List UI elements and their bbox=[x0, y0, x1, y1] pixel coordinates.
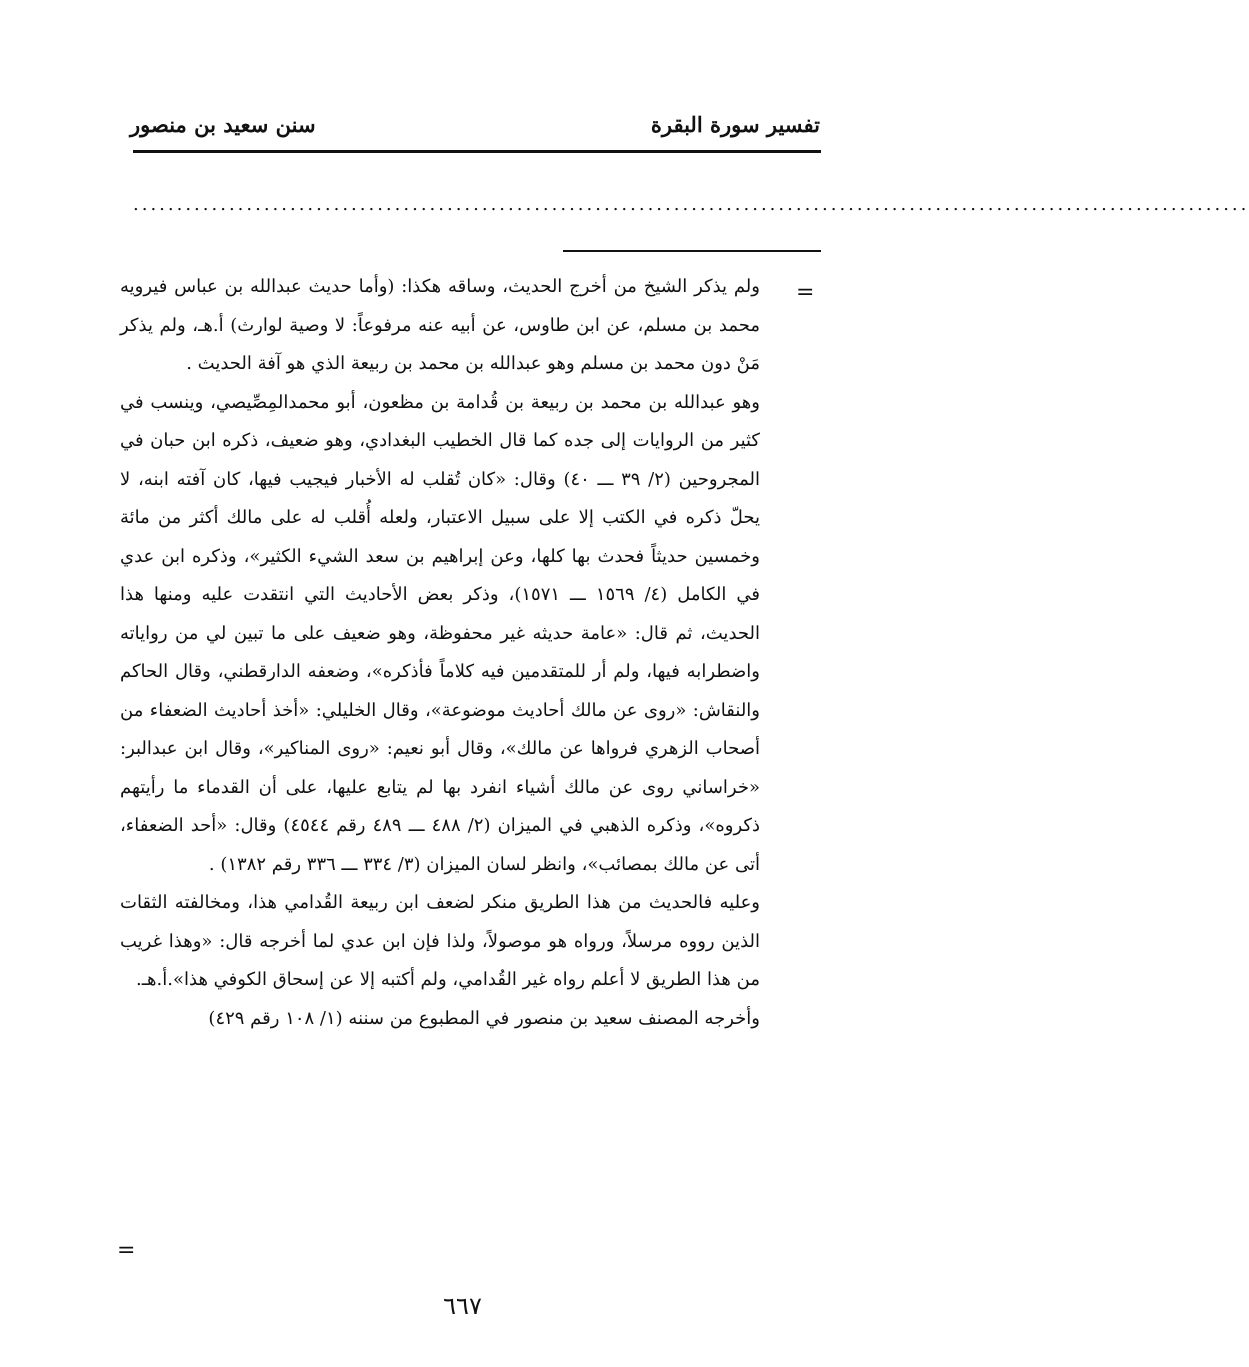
footnote-rule bbox=[563, 250, 821, 252]
running-header bbox=[130, 112, 820, 148]
page-number: ٦٦٧ bbox=[443, 1292, 482, 1320]
continuation-marker-top: = bbox=[796, 280, 815, 305]
dotted-separator: ................................................................................................................................ bbox=[133, 194, 1249, 215]
footnote-paragraph: وأخرجه المصنف سعيد بن منصور في المطبوع من سننه (١/ ١٠٨ رقم ٤٢٩) bbox=[208, 1007, 760, 1029]
footnote-block bbox=[120, 268, 760, 1038]
header-rule bbox=[133, 150, 821, 153]
continuation-marker-bottom: = bbox=[117, 1238, 136, 1263]
footnote-paragraph: وعليه فالحديث من هذا الطريق منكر لضعف ابن ربيعة القُدامي هذا، ومخالفته الثقات الذين رووه مرسلاً، ورواه هو موصولاً، ولذا فإن ابن عدي لما أخرجه قال: «وهذا غريب من هذا الطريق لا أعلم رواه غير القُدامي، ولم أكتبه إلا عن إسحاق الكوفي هذا».أ.هـ. bbox=[120, 892, 760, 990]
book-title: سنن سعيد بن منصور bbox=[130, 112, 316, 137]
footnote-paragraph: وهو عبدالله بن محمد بن ربيعة بن قُدامة بن مظعون، أبو محمدالمِصِّيصي، وينسب في كثير من الروايات إلى جده كما قال الخطيب البغدادي، وهو ضعيف، ذكره ابن حبان في المجروحين (٢/ ٣٩ ـــ ٤٠) وقال: «كان تُقلب له الأخبار فيجيب فيها، كان آفته ابنه، لا يحلّ ذكره في الكتب إلا على سبيل الاعتبار، ولعله أُقلب له على مالك أكثر من مائة وخمسين حديثاً فحدث بها كلها، وعن إبراهيم بن سعد الشيء الكثير»، وذكره ابن عدي في الكامل (٤/ ١٥٦٩ ـــ ١٥٧١)، وذكر بعض الأحاديث التي انتقدت عليه ومنها هذا الحديث، ثم قال: «عامة حديثه غير محفوظة، وهو ضعيف على ما تبين لي من رواياته واضطرابه فيها، ولم أر للمتقدمين فيه كلاماً فأذكره»، وضعفه الدارقطني، وقال الحاكم والنقاش: «روى عن مالك أحاديث موضوعة»، وقال الخليلي: «أخذ أحاديث الضعفاء من أصحاب الزهري فرواها عن مالك»، وقال أبو نعيم: «روى المناكير»، وقال ابن عبدالبر: «خراساني روى عن مالك أشياء انفرد بها لم يتابع عليها، على أن القدماء ما رأيتهم ذكروه»، وذكره الذهبي في الميزان (٢/ ٤٨٨ ـــ ٤٨٩ رقم ٤٥٤٤) وقال: «أحد الضعفاء، أتى عن مالك بمصائب»، وانظر لسان الميزان (٣/ ٣٣٤ ـــ ٣٣٦ رقم ١٣٨٢) . bbox=[120, 391, 761, 875]
footnote-paragraph: ولم يذكر الشيخ من أخرج الحديث، وساقه هكذا: (وأما حديث عبدالله بن عباس فيرويه محمد بن مسلم، عن ابن طاوس، عن أبيه عنه مرفوعاً: لا وصية لوارث) أ.هـ، ولم يذكر مَنْ دون محمد بن مسلم وهو عبدالله بن محمد بن ربيعة الذي هو آفة الحديث . bbox=[120, 276, 760, 374]
section-title: تفسير سورة البقرة bbox=[650, 112, 820, 137]
